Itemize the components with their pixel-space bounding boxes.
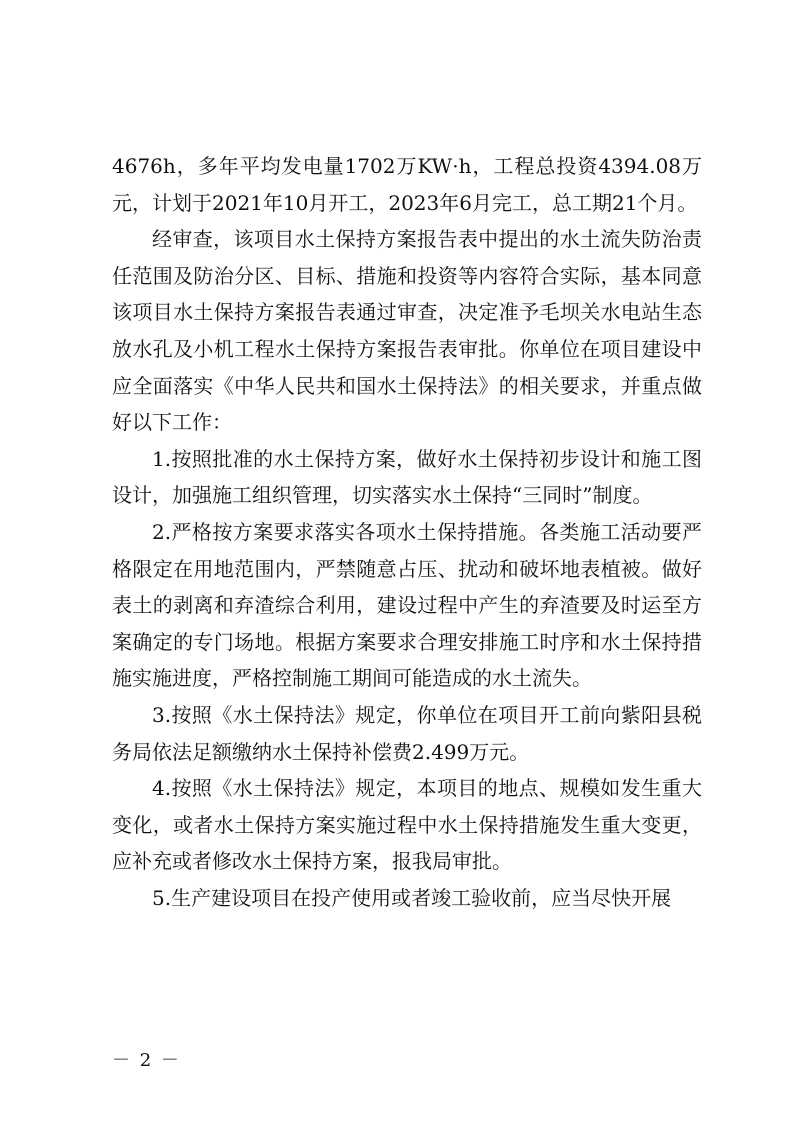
paragraph-item-5: 5.生产建设项目在投产使用或者竣工验收前，应当尽快开展 (152, 885, 672, 910)
paragraph-continuation: 4676h，多年平均发电量1702万KW·h，工程总投资4394.08万元，计划于2021年10月开工，2023年6月完工，总工期21个月。 (112, 154, 702, 215)
paragraph-item-3: 3.按照《水土保持法》规定，你单位在项目开工前向紫阳县税务局依法足额缴纳水土保持补偿费2.499万元。 (112, 702, 702, 764)
page-number: － 2 － (112, 1050, 181, 1071)
paragraph-item-2: 2.严格按方案要求落实各项水土保持措施。各类施工活动要严格限定在用地范围内，严禁随意占压、扰动和破坏地表植被。做好表土的剥离和弃渣综合利用，建设过程中产生的弃渣要及时运至方案确定的专门场地。根据方案要求合理安排施工时序和水土保持措施实施进度，严格控制施工期间可能造成的水土流失。 (112, 519, 702, 691)
paragraph-item-1: 1.按照批准的水土保持方案，做好水土保持初步设计和施工图设计，加强施工组织管理，切实落实水土保持“三同时”制度。 (112, 446, 702, 508)
paragraph-review-conclusion: 经审查，该项目水土保持方案报告表中提出的水土流失防治责任范围及防治分区、目标、措施和投资等内容符合实际，基本同意该项目水土保持方案报告表通过审查，决定准予毛坝关水电站生态放水孔及小机工程水土保持方案报告表审批。你单位在项目建设中应全面落实《中华人民共和国水土保持法》的相关要求，并重点做好以下工作： (112, 227, 702, 435)
document-body (112, 148, 702, 916)
paragraph-item-4: 4.按照《水土保持法》规定，本项目的地点、规模如发生重大变化，或者水土保持方案实施过程中水土保持措施发生重大变更，应补充或者修改水土保持方案，报我局审批。 (112, 776, 702, 874)
